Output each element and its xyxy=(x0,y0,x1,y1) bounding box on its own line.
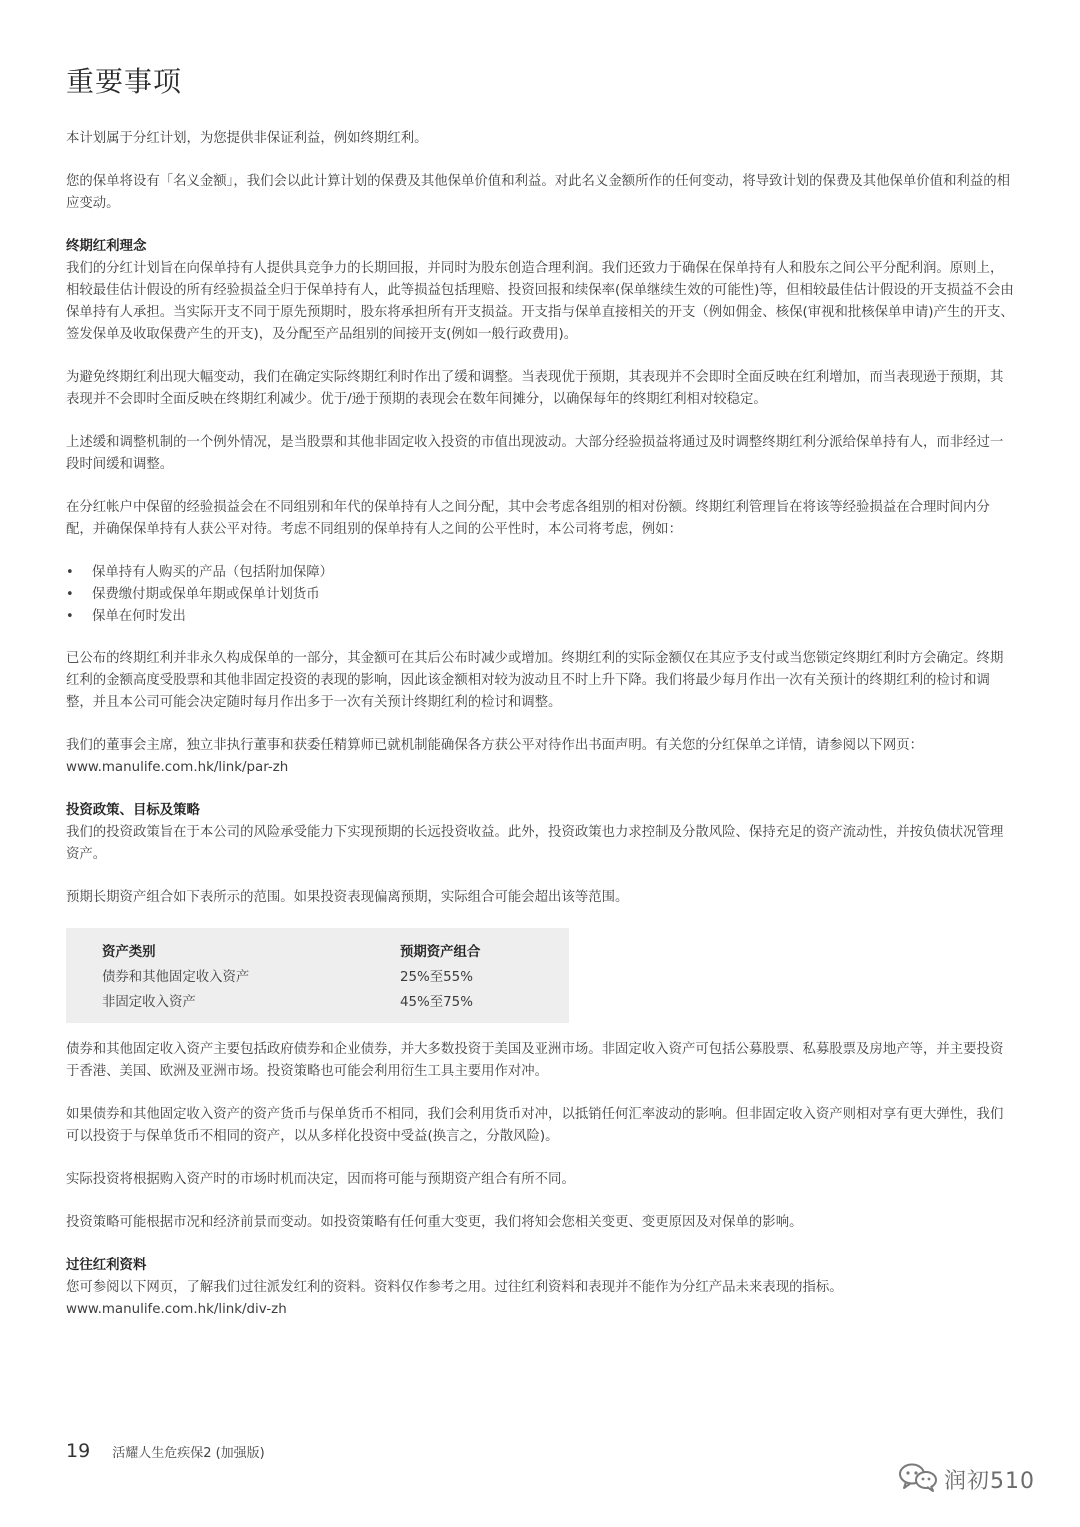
page-number: 19 xyxy=(66,1440,91,1462)
investment-paragraph-1: 我们的投资政策旨在于本公司的风险承受能力下实现预期的长远投资收益。此外，投资政策也力求控制及分散风险、保持充足的资产流动性，并按负债状况管理资产。 xyxy=(66,825,1004,862)
par-link[interactable]: www.manulife.com.hk/link/par-zh xyxy=(66,760,289,775)
intro-paragraph-1: 本计划属于分红计划，为您提供非保证利益，例如终期红利。 xyxy=(66,131,428,146)
page-footer xyxy=(66,1440,265,1462)
terminal-bonus-paragraph-1: 我们的分红计划旨在向保单持有人提供具竞争力的长期回报，并同时为股东创造合理利润。我们还致力于确保在保单持有人和股东之间公平分配利润。原则上，相较最佳估计假设的所有经验损益全归于保单持有人，此等损益包括理赔、投资回报和续保率(保单继续生效的可能性)等，但相较最佳估计假设的开支损益不会由保单持有人承担。当实际开支不同于原先预期时，股东将承担所有开支损益。开支指与保单直接相关的开支（例如佣金、核保(审视和批核保单申请)产生的开支、签发保单及收取保费产生的开支)，及分配至产品组别的间接开支(例如一般行政费用)。 xyxy=(66,261,1014,342)
terminal-bonus-paragraph-3: 上述缓和调整机制的一个例外情况，是当股票和其他非固定收入投资的市值出现波动。大部分经验损益将通过及时调整终期红利分派给保单持有人，而非经过一段时间缓和调整。 xyxy=(66,435,1004,472)
board-statement-paragraph xyxy=(66,735,1016,779)
column-header-allocation: 预期资产组合 xyxy=(400,945,481,960)
table-header-row xyxy=(66,940,569,965)
asset-allocation-table xyxy=(66,928,569,1023)
bullet-icon: • xyxy=(66,587,74,602)
table-cell: 25%至55% xyxy=(400,970,473,985)
list-item xyxy=(66,584,1016,606)
list-item xyxy=(66,606,1016,628)
document-page xyxy=(66,60,1016,1342)
table-cell: 45%至75% xyxy=(400,995,473,1010)
terminal-bonus-paragraph-2: 为避免终期红利出现大幅变动，我们在确定实际终期红利时作出了缓和调整。当表现优于预期，其表现并不会即时全面反映在红利增加，而当表现逊于预期，其表现并不会即时全面反映在终期红利减少。优于/逊于预期的表现会在数年间摊分，以确保每年的终期红利相对较稳定。 xyxy=(66,370,1004,407)
table-cell: 非固定收入资产 xyxy=(102,995,196,1010)
list-item-text: 保费缴付期或保单年期或保单计划货币 xyxy=(92,587,320,602)
watermark xyxy=(898,1462,1035,1496)
investment-paragraph-6: 投资策略可能根据市况和经济前景而变动。如投资策略有任何重大变更，我们将知会您相关变更、变更原因及对保单的影响。 xyxy=(66,1215,803,1230)
table-cell: 债券和其他固定收入资产 xyxy=(102,970,250,985)
table-row xyxy=(66,965,569,990)
product-name: 活耀人生危疾保2 (加强版) xyxy=(112,1446,265,1461)
bullet-icon: • xyxy=(66,565,74,580)
investment-paragraph-5: 实际投资将根据购入资产时的市场时机而决定，因而将可能与预期资产组合有所不同。 xyxy=(66,1172,575,1187)
past-dividend-paragraph xyxy=(66,1277,1016,1321)
bullet-icon: • xyxy=(66,609,74,624)
investment-paragraph-3: 债券和其他固定收入资产主要包括政府债券和企业债券，并大多数投资于美国及亚洲市场。非固定收入资产可包括公募股票、私募股票及房地产等，并主要投资于香港、美国、欧洲及亚洲市场。投资策略也可能会利用衍生工具主要用作对冲。 xyxy=(66,1042,1004,1079)
table-row xyxy=(66,990,569,1015)
investment-paragraph-4: 如果债券和其他固定收入资产的资产货币与保单货币不相同，我们会利用货币对冲，以抵销任何汇率波动的影响。但非固定收入资产则相对享有更大弹性，我们可以投资于与保单货币不相同的资产，以从多样化投资中受益(换言之，分散风险)。 xyxy=(66,1107,1004,1144)
fairness-factors-list xyxy=(66,562,1016,628)
page-title: 重要事项 xyxy=(66,65,183,98)
div-link[interactable]: www.manulife.com.hk/link/div-zh xyxy=(66,1302,287,1317)
list-item-text: 保单持有人购买的产品（包括附加保障） xyxy=(92,565,334,580)
section-heading-past-dividend: 过往红利资料 xyxy=(66,1258,147,1273)
list-item xyxy=(66,562,1016,584)
terminal-bonus-paragraph-5: 已公布的终期红利并非永久构成保单的一部分，其金额可在其后公布时减少或增加。终期红利的实际金额仅在其应予支付或当您锁定终期红利时方会确定。终期红利的金额高度受股票和其他非固定投资的表现的影响，因此该金额相对较为波动且不时上升下降。我们将最少每月作出一次有关预计的终期红利的检讨和调整，并且本公司可能会决定随时每月作出多于一次有关预计终期红利的检讨和调整。 xyxy=(66,651,1004,710)
board-statement-text: 我们的董事会主席，独立非执行董事和获委任精算师已就机制能确保各方获公平对待作出书面声明。有关您的分红保单之详情，请参阅以下网页： xyxy=(66,738,923,753)
terminal-bonus-paragraph-4: 在分红帐户中保留的经验损益会在不同组别和年代的保单持有人之间分配，其中会考虑各组别的相对份额。终期红利管理旨在将该等经验损益在合理时间内分配，并确保保单持有人获公平对待。考虑不同组别的保单持有人之间的公平性时，本公司将考虑，例如： xyxy=(66,500,990,537)
list-item-text: 保单在何时发出 xyxy=(92,609,186,624)
section-heading-investment: 投资政策、目标及策略 xyxy=(66,803,200,818)
section-heading-terminal-bonus: 终期红利理念 xyxy=(66,239,147,254)
intro-paragraph-2: 您的保单将设有「名义金额」，我们会以此计算计划的保费及其他保单价值和利益。对此名义金额所作的任何变动，将导致计划的保费及其他保单价值和利益的相应变动。 xyxy=(66,174,1011,211)
wechat-icon xyxy=(898,1462,938,1496)
watermark-text: 润初510 xyxy=(944,1468,1035,1494)
past-dividend-text: 您可参阅以下网页，了解我们过往派发红利的资料。资料仅作参考之用。过往红利资料和表现并不能作为分红产品未来表现的指标。 xyxy=(66,1280,843,1295)
investment-paragraph-2: 预期长期资产组合如下表所示的范围。如果投资表现偏离预期，实际组合可能会超出该等范围。 xyxy=(66,890,629,905)
column-header-asset-class: 资产类别 xyxy=(102,945,156,960)
